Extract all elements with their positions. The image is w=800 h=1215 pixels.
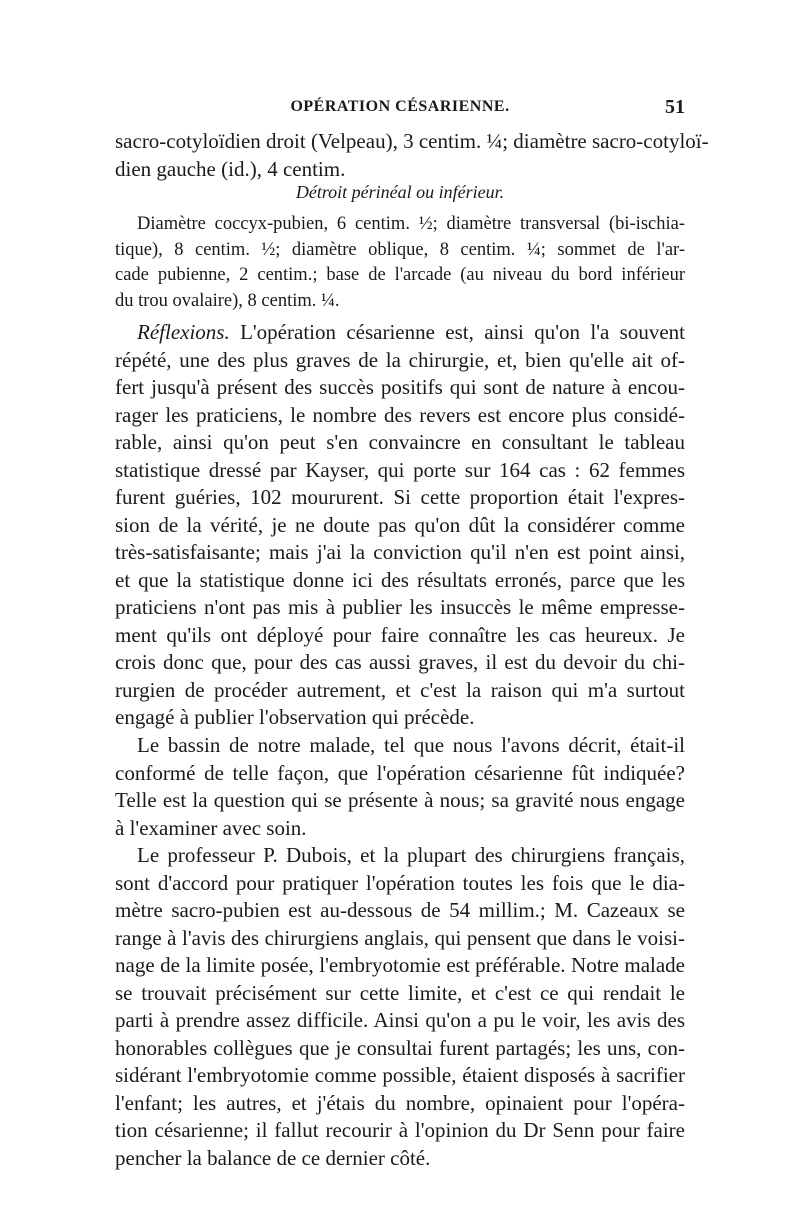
text-line: range à l'avis des chirurgiens anglais, qui pensent que dans le voisi-: [115, 925, 685, 950]
paragraph-bassin: [115, 732, 685, 842]
text-line: et que la statistique donne ici des résultats erronés, parce que les: [115, 567, 685, 592]
text-line: honorables collègues que je consultai furent partagés; les uns, con-: [115, 1035, 685, 1060]
reflexions-label: Réflexions.: [137, 320, 230, 344]
text-line: tion césarienne; il fallut recourir à l'opinion du Dr Senn pour faire: [115, 1118, 685, 1142]
text-line: Le bassin de notre malade, tel que nous l'avons décrit, était-il: [137, 733, 685, 757]
intro-paragraph: [115, 128, 709, 183]
text-line: Le professeur P. Dubois, et la plupart des chirurgiens français,: [137, 843, 685, 867]
page-number: 51: [665, 96, 685, 118]
text-line: ment qu'ils ont déployé pour faire connaître les cas heureux. Je: [115, 622, 685, 647]
text-line: rager les praticiens, le nombre des revers est encore plus considé-: [115, 402, 685, 427]
text-line: cade pubienne, 2 centim.; base de l'arcade (au niveau du bord inférieur: [115, 265, 685, 285]
text-line: fert jusqu'à présent des succès positifs qui sont de nature à encou-: [115, 375, 685, 399]
text-line: tique), 8 centim. ½; diamètre oblique, 8 centim. ¼; sommet de l'ar-: [115, 239, 685, 260]
text-line: se trouvait précisément sur cette limite, et c'est ce qui rendait le: [115, 980, 685, 1005]
text-line: furent guéries, 102 moururent. Si cette proportion était l'expres-: [115, 485, 685, 509]
text-line: sidérant l'embryotomie comme possible, étaient disposés à sacrifier: [115, 1063, 685, 1087]
text-line: sont d'accord pour pratiquer l'opération toutes les fois que le dia-: [115, 870, 685, 895]
text-line: Diamètre coccyx-pubien, 6 centim. ½; diamètre transversal (bi-ischia-: [137, 214, 685, 234]
text-line: mètre sacro-pubien est au-dessous de 54 millim.; M. Cazeaux se: [115, 898, 685, 922]
paragraph-reflexions: [115, 319, 685, 732]
text-line: dien gauche (id.), 4 centim.: [115, 156, 346, 181]
text-line: du trou ovalaire), 8 centim. ¼.: [115, 290, 340, 311]
text-line: engagé à publier l'observation qui précède.: [115, 705, 475, 729]
text-line: pencher la balance de ce dernier côté.: [115, 1145, 431, 1170]
header-title: OPÉRATION CÉSARIENNE.: [290, 98, 510, 115]
paragraph-dubois: [115, 842, 685, 1172]
text-line: statistique dressé par Kayser, qui porte sur 164 cas : 62 femmes: [115, 457, 685, 482]
running-header: [115, 98, 685, 124]
text-line: l'enfant; les autres, et j'étais du nombre, opinaient pour l'opéra-: [115, 1090, 685, 1115]
text-line: répété, une des plus graves de la chirurgie, et, bien qu'elle ait of-: [115, 347, 685, 372]
text-line: nage de la limite posée, l'embryotomie est préférable. Notre malade: [115, 953, 685, 977]
text-line: Telle est la question qui se présente à nous; sa gravité nous engage: [115, 788, 685, 812]
text-line: rurgien de procéder autrement, et c'est la raison qui m'a surtout: [115, 677, 685, 702]
text-line: sacro-cotyloïdien droit (Velpeau), 3 centim. ¼; diamètre sacro-cotyloï-: [115, 129, 709, 153]
section-heading: Détroit périnéal ou inférieur.: [295, 182, 505, 202]
text-span: L'opération césarienne est, ainsi qu'on l'a souvent: [229, 320, 685, 344]
text-line: à l'examiner avec soin.: [115, 815, 307, 840]
text-line: très-satisfaisante; mais j'ai la conviction qu'il n'en est point ainsi,: [115, 540, 685, 564]
text-line: crois donc que, pour des cas aussi graves, il est du devoir du chi-: [115, 650, 685, 674]
detroit-paragraph: [115, 212, 685, 314]
text-line: conformé de telle façon, que l'opération césarienne fût indiquée?: [115, 760, 685, 785]
text-line: rable, ainsi qu'on peut s'en convaincre en consultant le tableau: [115, 430, 685, 454]
text-line: [115, 319, 685, 347]
text-line: sion de la vérité, je ne doute pas qu'on dût la considérer comme: [115, 512, 685, 537]
text-line: parti à prendre assez difficile. Ainsi qu'on a pu le voir, les avis des: [115, 1008, 685, 1032]
text-line: praticiens n'ont pas mis à publier les insuccès le même empresse-: [115, 595, 685, 619]
